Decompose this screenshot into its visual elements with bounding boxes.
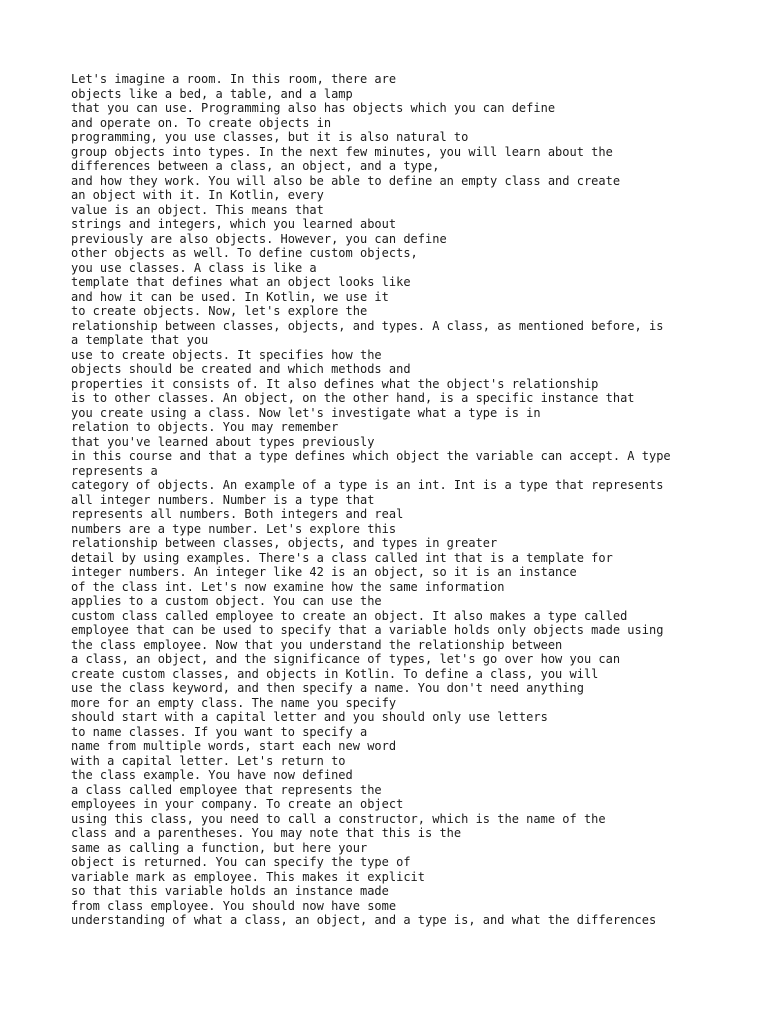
transcript-line: from class employee. You should now have some: [71, 898, 397, 913]
transcript-line: a template that you: [71, 333, 209, 347]
transcript-line: name from multiple words, start each new word: [71, 739, 397, 753]
transcript-line: and how it can be used. In Kotlin, we use it: [71, 289, 389, 304]
transcript-line: variable mark as employee. This makes it explicit: [71, 869, 426, 884]
transcript-line: applies to a custom object. You can use the: [71, 594, 382, 608]
transcript-line: a class called employee that represents the: [71, 782, 382, 797]
transcript-line: with a capital letter. Let's return to: [71, 753, 346, 768]
transcript-line: use the class keyword, and then specify a name. You don't need anything: [71, 681, 584, 695]
transcript-line: and operate on. To create objects in: [71, 115, 332, 130]
transcript-line: should start with a capital letter and you should only use letters: [71, 710, 548, 724]
transcript-line: employees in your company. To create an object: [71, 797, 404, 811]
transcript-line: relation to objects. You may remember: [71, 420, 339, 434]
transcript-line: other objects as well. To define custom objects,: [71, 246, 418, 260]
transcript-line: represents a: [71, 463, 158, 478]
transcript-line: properties it consists of. It also defines what the object's relationship: [71, 376, 599, 391]
transcript-line: is to other classes. An object, on the other hand, is a specific instance that: [71, 391, 635, 405]
transcript-line: detail by using examples. There's a class called int that is a template for: [71, 550, 613, 565]
transcript-line: integer numbers. An integer like 42 is an object, so it is an instance: [71, 565, 577, 579]
transcript-line: to create objects. Now, let's explore the: [71, 304, 368, 318]
transcript-line: an object with it. In Kotlin, every: [71, 188, 324, 202]
transcript-line: previously are also objects. However, you can define: [71, 231, 447, 246]
transcript-line: programming, you use classes, but it is also natural to: [71, 130, 469, 144]
transcript-line: Let's imagine a room. In this room, there are: [71, 72, 397, 86]
transcript-line: object is returned. You can specify the type of: [71, 855, 411, 869]
transcript-line: to name classes. If you want to specify a: [71, 724, 368, 739]
transcript-line: relationship between classes, objects, and types in greater: [71, 536, 498, 550]
transcript-line: you create using a class. Now let's investigate what a type is in: [71, 405, 541, 420]
transcript-line: custom class called employee to create an object. It also makes a type called: [71, 608, 628, 623]
transcript-line: the class employee. Now that you understand the relationship between: [71, 637, 563, 652]
transcript-line: that you can use. Programming also has objects which you can define: [71, 101, 556, 115]
transcript-line: differences between a class, an object, and a type,: [71, 159, 440, 173]
transcript-line: relationship between classes, objects, and types. A class, as mentioned before, is: [71, 318, 664, 333]
transcript-line: understanding of what a class, an object, and a type is, and what the differences: [71, 913, 657, 927]
transcript-line: you use classes. A class is like a: [71, 260, 317, 275]
transcript-line: the class example. You have now defined: [71, 768, 353, 782]
transcript-line: and how they work. You will also be able to define an empty class and create: [71, 173, 621, 188]
transcript-line: objects like a bed, a table, and a lamp: [71, 86, 353, 101]
transcript-line: objects should be created and which methods and: [71, 362, 411, 376]
transcript-line: same as calling a function, but here your: [71, 840, 368, 855]
transcript-line: employee that can be used to specify that a variable holds only objects made using: [71, 623, 664, 637]
transcript-line: numbers are a type number. Let's explore this: [71, 521, 397, 536]
transcript-line: using this class, you need to call a constructor, which is the name of the: [71, 811, 606, 826]
transcript-line: that you've learned about types previously: [71, 434, 375, 449]
transcript-line: of the class int. Let's now examine how the same information: [71, 579, 505, 594]
transcript-line: a class, an object, and the significance of types, let's go over how you can: [71, 652, 621, 666]
transcript-line: value is an object. This means that: [71, 202, 324, 217]
transcript-text: [71, 72, 761, 928]
transcript-line: more for an empty class. The name you specify: [71, 695, 397, 710]
transcript-line: use to create objects. It specifies how the: [71, 347, 382, 362]
transcript-line: template that defines what an object looks like: [71, 275, 411, 289]
transcript-line: in this course and that a type defines which object the variable can accept. A type: [71, 449, 671, 463]
transcript-line: category of objects. An example of a type is an int. Int is a type that represents: [71, 478, 664, 492]
transcript-line: create custom classes, and objects in Kotlin. To define a class, you will: [71, 666, 599, 681]
transcript-line: represents all numbers. Both integers and real: [71, 507, 404, 521]
transcript-line: all integer numbers. Number is a type that: [71, 492, 375, 507]
transcript-line: group objects into types. In the next few minutes, you will learn about the: [71, 144, 613, 159]
transcript-line: strings and integers, which you learned about: [71, 217, 397, 231]
transcript-line: so that this variable holds an instance made: [71, 884, 389, 898]
transcript-line: class and a parentheses. You may note that this is the: [71, 826, 462, 840]
